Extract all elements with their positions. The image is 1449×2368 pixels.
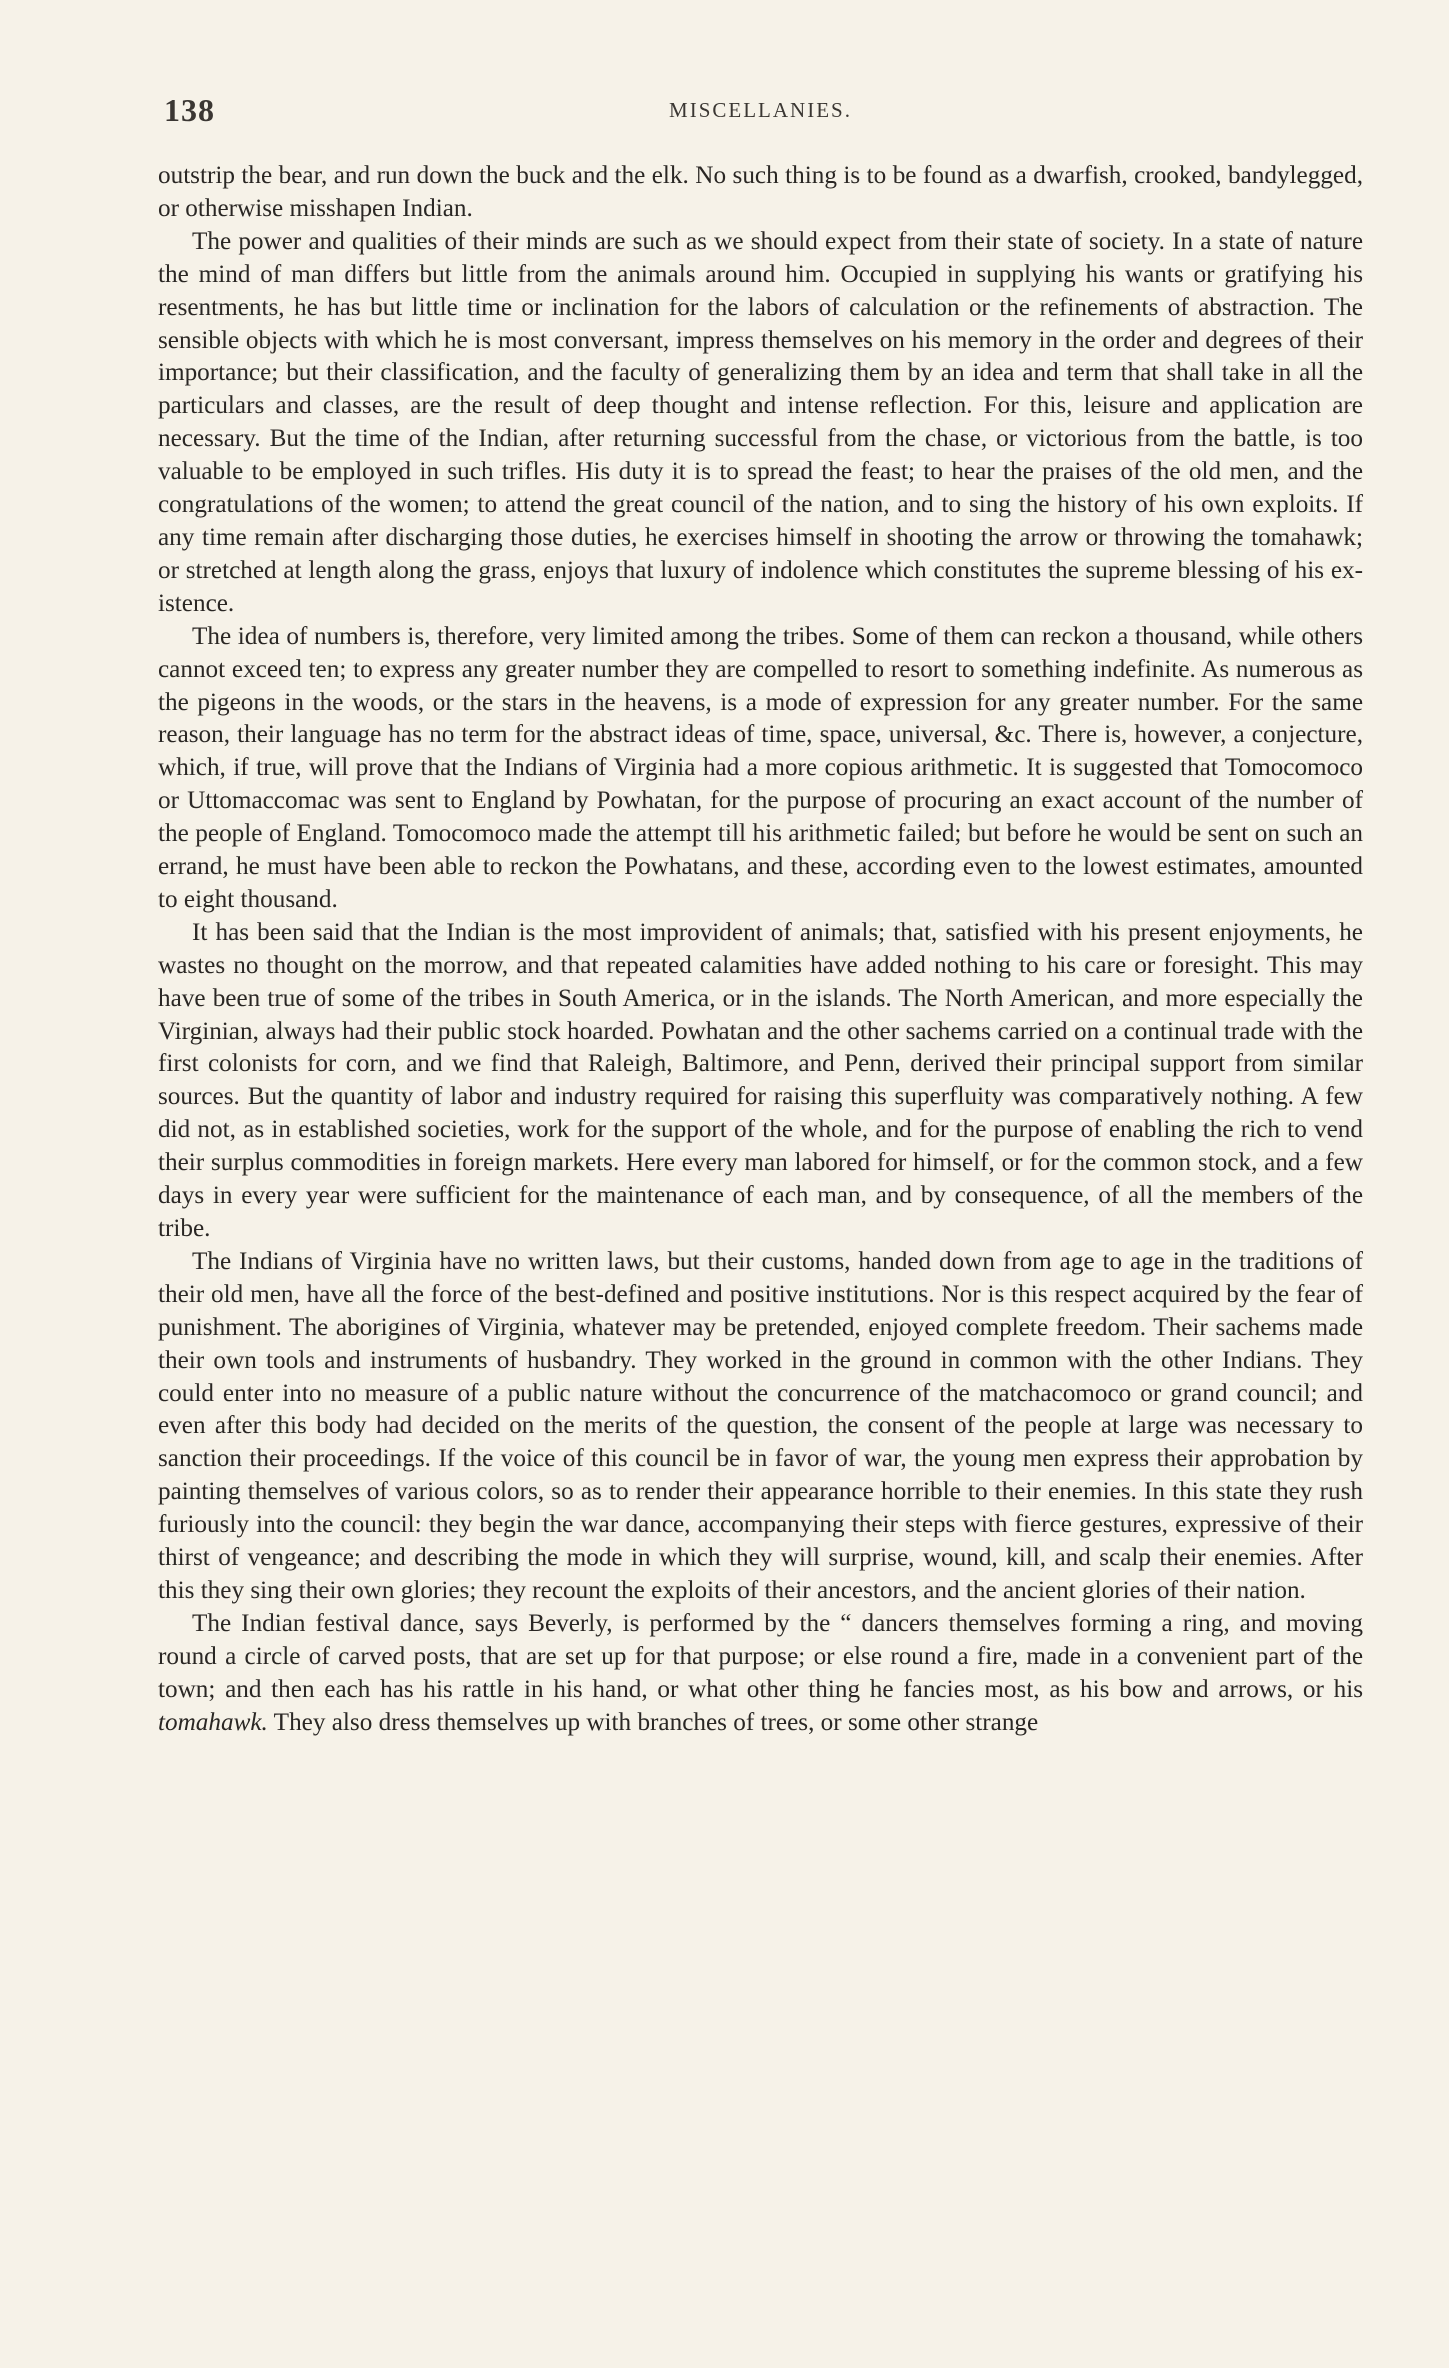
body-text [158,160,1363,1740]
paragraph-6-text-after: They also dress themselves up with branches of trees, or some other strange [267,1708,1039,1736]
paragraph-5: The Indians of Virginia have no written laws, but their customs, handed down from age to age in the traditions of their old men, have all the force of the best-defined and positive institutions. Nor is this respect acquired by the fear of punishment. The aborigines of Virginia, whatever may be pretended, enjoyed complete freedom. Their sachems made their own tools and instruments of husbandry. They worked in the ground in common with the other Indians. They could enter into no measure of a public nature without the concurrence of the matchacomoco or grand council; and even after this body had decided on the merits of the question, the consent of the people at large was necessary to sanction their proceedings. If the voice of this council be in favor of war, the young men express their approbation by painting themselves of various colors, so as to render their appearance horrible to their enemies. In this state they rush furiously into the council: they begin the war dance, accompanying their steps with fierce gestures, expressive of their thirst of vengeance; and describing the mode in which they will surprise, wound, kill, and scalp their enemies. After this they sing their own glories; they recount the exploits of their ancestors, and the ancient glories of their nation. [158,1247,1363,1604]
paragraph-1: outstrip the bear, and run down the buck and the elk. No such thing is to be found as a dwarfish, crooked, bandylegged, or otherwise misshapen Indian. [158,162,1363,222]
paragraph-2: The power and qualities of their minds are such as we should expect from their state of society. In a state of nature the mind of man differs but little from the animals around him. Occupied in supplying his wants or gratifying his resentments, he has but little time or inclination for the labors of calculation or the refinements of abstraction. The sensible objects with which he is most conversant, impress themselves on his memory in the order and degrees of their importance; but their classification, and the faculty of generalizing them by an idea and term that shall take in all the particulars and classes, are the result of deep thought and intense reflection. For this, leisure and application are necessary. But the time of the Indian, after returning successful from the chase, or victorious from the battle, is too valuable to be employed in such trifles. His duty it is to spread the feast; to hear the praises of the old men, and the congratulations of the women; to attend the great council of the nation, and to sing the history of his own exploits. If any time remain after discharging those duties, he exercises himself in shooting the arrow or throwing the tomahawk; or stretched at length along the grass, enjoys that luxury of indolence which constitutes the supreme blessing of his existence. [158,227,1363,617]
paragraph-6 [158,1608,1363,1740]
running-head [158,92,1363,132]
paragraph-6-italic-word: tomahawk. [158,1708,268,1736]
paragraph-6-text-before: The Indian festival dance, says Beverly, is performed by the “ dancers themselves forming a ring, and moving round a circle of carved posts, that are set up for that purpose; or else round a fire, made in a convenient part of the town; and then each has his rattle in his hand, or what other thing he fancies most, as his bow and arrows, or his [158,1609,1363,1703]
section-title: MISCELLANIES. [669,98,852,122]
page-number: 138 [164,92,215,128]
paragraph-3: The idea of numbers is, therefore, very limited among the tribes. Some of them can reckon a thousand, while others cannot exceed ten; to express any greater number they are compelled to resort to something indefinite. As numerous as the pigeons in the woods, or the stars in the heavens, is a mode of expression for any greater number. For the same reason, their language has no term for the abstract ideas of time, space, universal, &c. There is, however, a conjecture, which, if true, will prove that the Indians of Virginia had a more copious arithmetic. It is suggested that Tomocomoco or Uttomaccomac was sent to England by Powhatan, for the purpose of procuring an exact account of the number of the people of England. Tomocomoco made the attempt till his arithmetic failed; but before he would be sent on such an errand, he must have been able to reckon the Powhatans, and these, according even to the lowest estimates, amounted to eight thousand. [158,622,1363,913]
paragraph-4: It has been said that the Indian is the most improvident of animals; that, satisfied with his present enjoyments, he wastes no thought on the morrow, and that repeated calamities have added nothing to his care or foresight. This may have been true of some of the tribes in South America, or in the islands. The North American, and more especially the Virginian, always had their public stock hoarded. Powhatan and the other sachems carried on a continual trade with the first colonists for corn, and we find that Raleigh, Baltimore, and Penn, derived their principal support from similar sources. But the quantity of labor and industry required for raising this superfluity was comparatively nothing. A few did not, as in established societies, work for the support of the whole, and for the purpose of enabling the rich to vend their surplus commodities in foreign markets. Here every man labored for himself, or for the common stock, and a few days in every year were sufficient for the maintenance of each man, and by consequence, of all the members of the tribe. [158,918,1363,1242]
